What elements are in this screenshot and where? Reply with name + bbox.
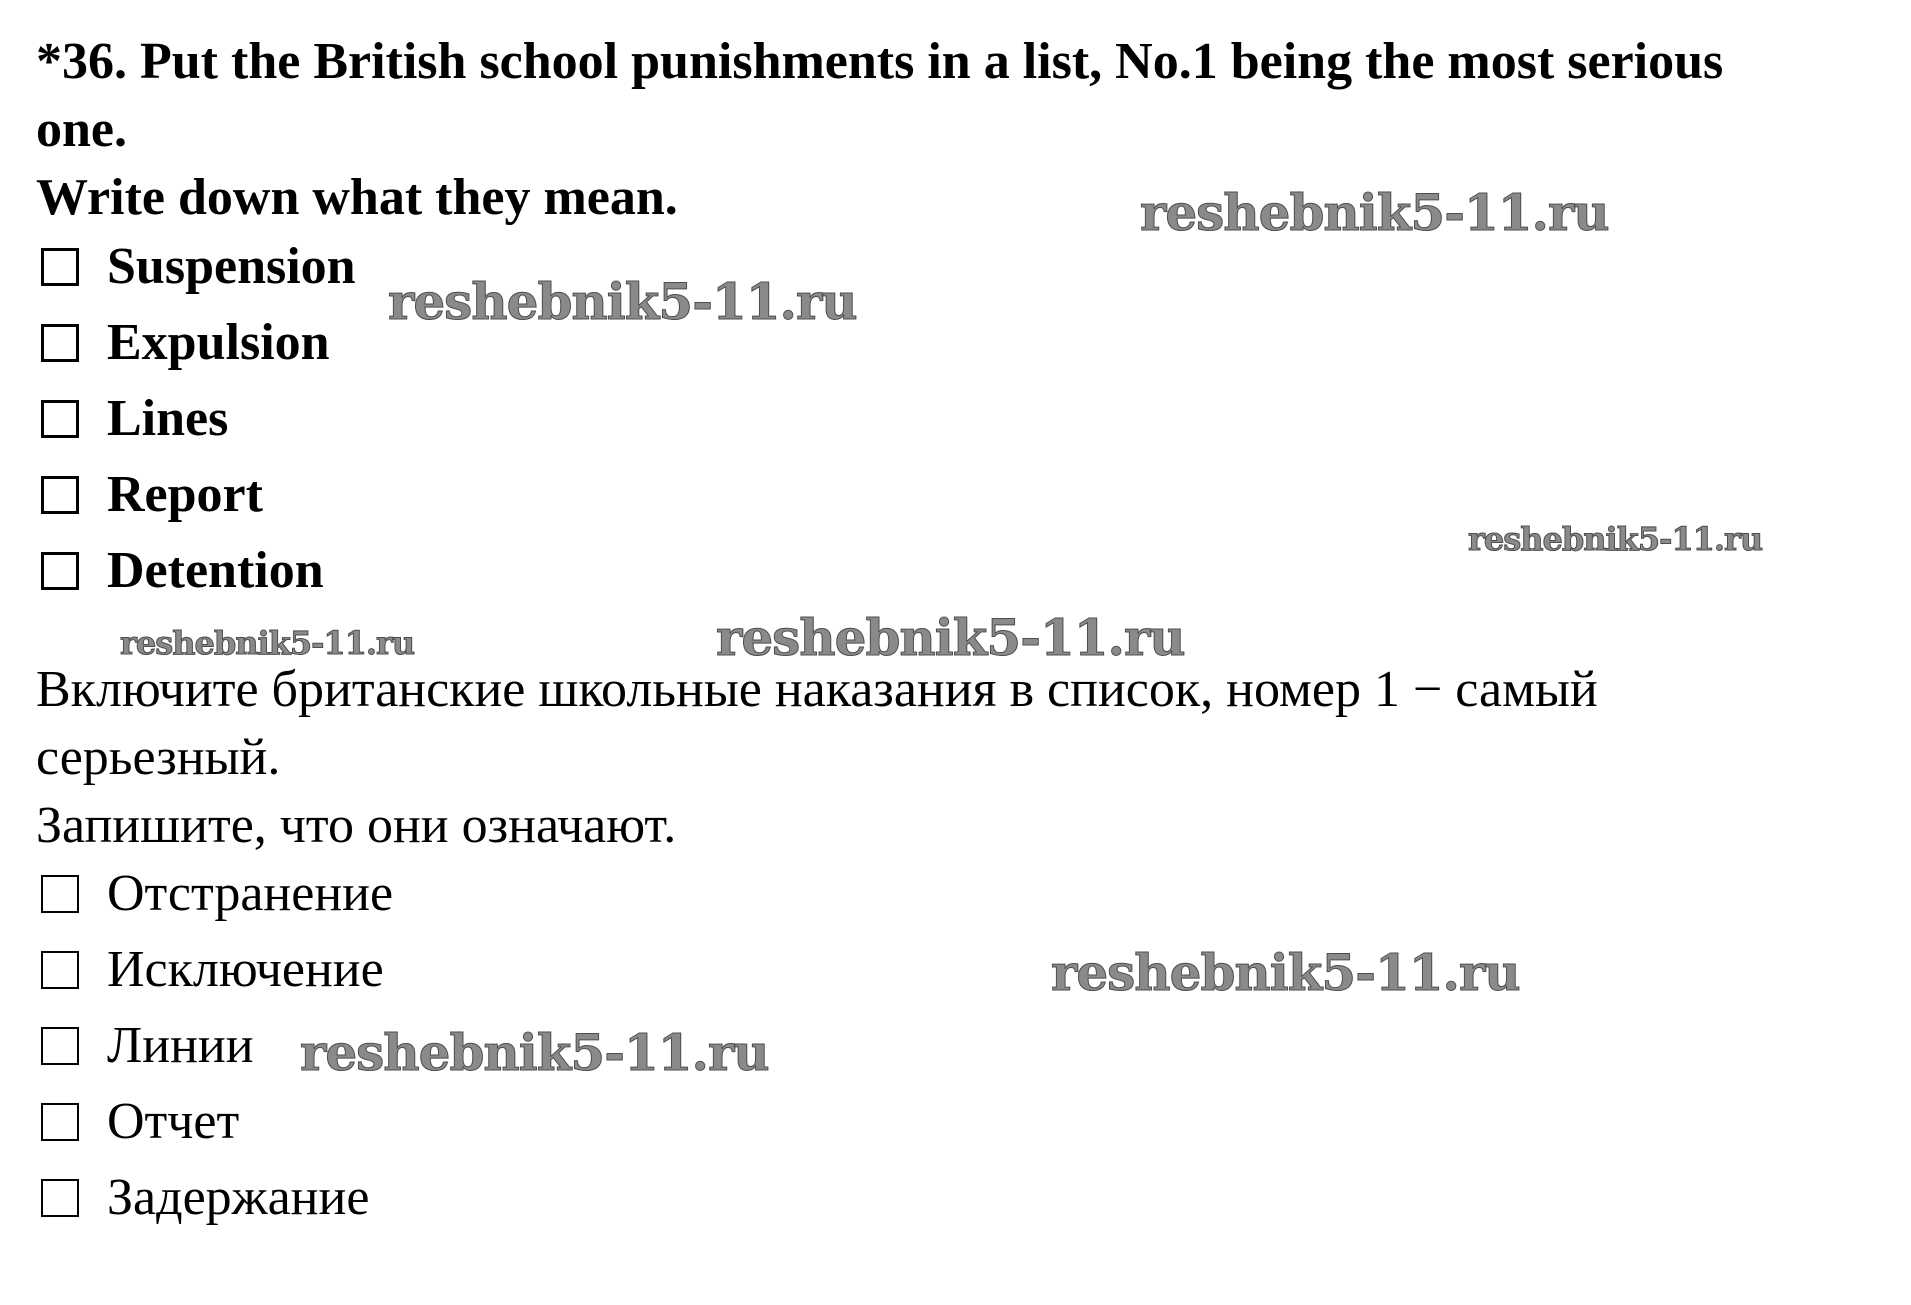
english-title-line2: one. bbox=[36, 101, 127, 158]
english-item-suspension bbox=[41, 238, 356, 295]
checkbox-icon[interactable] bbox=[41, 400, 79, 438]
checkbox-icon[interactable] bbox=[41, 1103, 79, 1141]
english-item-label: Suspension bbox=[107, 238, 356, 295]
russian-item-label: Исключение bbox=[107, 941, 384, 998]
russian-item-5 bbox=[41, 1169, 370, 1226]
checkbox-icon[interactable] bbox=[41, 476, 79, 514]
russian-item-label: Отчет bbox=[107, 1093, 240, 1150]
russian-item-2 bbox=[41, 941, 384, 998]
checkbox-icon[interactable] bbox=[41, 1179, 79, 1217]
russian-item-3 bbox=[41, 1017, 254, 1074]
russian-item-label: Линии bbox=[107, 1017, 254, 1074]
english-item-label: Report bbox=[107, 466, 263, 523]
russian-title-line1: Включите британские школьные наказания в список, номер 1 − самый bbox=[36, 661, 1598, 718]
watermark: reshebnik5-11.ru bbox=[388, 272, 857, 331]
checkbox-icon[interactable] bbox=[41, 951, 79, 989]
watermark: reshebnik5-11.ru bbox=[716, 608, 1185, 667]
russian-title-line2: серьезный. bbox=[36, 729, 281, 786]
watermark: reshebnik5-11.ru bbox=[1140, 183, 1609, 242]
checkbox-icon[interactable] bbox=[41, 248, 79, 286]
watermark: reshebnik5-11.ru bbox=[1468, 520, 1763, 558]
english-item-report bbox=[41, 466, 263, 523]
english-instruction: Write down what they mean. bbox=[36, 169, 678, 226]
english-item-label: Lines bbox=[107, 390, 229, 447]
english-item-label: Detention bbox=[107, 542, 324, 599]
watermark: reshebnik5-11.ru bbox=[120, 624, 415, 662]
checkbox-icon[interactable] bbox=[41, 1027, 79, 1065]
russian-item-1 bbox=[41, 865, 394, 922]
checkbox-icon[interactable] bbox=[41, 552, 79, 590]
english-item-detention bbox=[41, 542, 324, 599]
english-title-line1: *36. Put the British school punishments in a list, No.1 being the most serious bbox=[36, 33, 1724, 90]
russian-instruction: Запишите, что они означают. bbox=[36, 797, 677, 854]
english-item-expulsion bbox=[41, 314, 330, 371]
watermark: reshebnik5-11.ru bbox=[300, 1023, 769, 1082]
english-item-lines bbox=[41, 390, 229, 447]
english-item-label: Expulsion bbox=[107, 314, 330, 371]
checkbox-icon[interactable] bbox=[41, 324, 79, 362]
russian-item-label: Отстранение bbox=[107, 865, 394, 922]
checkbox-icon[interactable] bbox=[41, 875, 79, 913]
russian-item-4 bbox=[41, 1093, 240, 1150]
watermark: reshebnik5-11.ru bbox=[1051, 943, 1520, 1002]
russian-item-label: Задержание bbox=[107, 1169, 370, 1226]
